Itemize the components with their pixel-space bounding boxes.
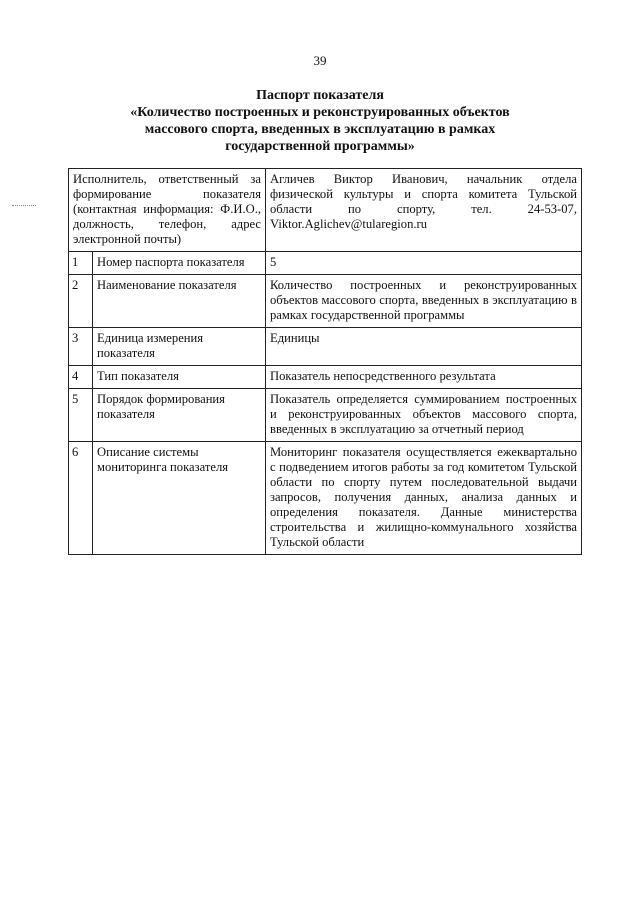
page-number: 39 — [313, 53, 327, 68]
row-number: 4 — [69, 366, 93, 389]
row-value: Показатель определяется суммированием построенных и реконструированных объектов массового спорта, введенных в эксплуатацию за отчетный период — [266, 389, 582, 442]
row-name: Тип показателя — [93, 366, 266, 389]
table-row — [69, 275, 582, 328]
row-name: Описание системы мониторинга показателя — [93, 442, 266, 555]
table-row — [69, 389, 582, 442]
table-row — [69, 366, 582, 389]
indicator-passport-table — [68, 168, 582, 555]
row-name: Порядок формирования показателя — [93, 389, 266, 442]
title-line-3: массового спорта, введенных в эксплуатацию в рамках — [144, 122, 496, 137]
row-name: Единица измерения показателя — [93, 328, 266, 366]
document-title — [90, 87, 550, 155]
row-number: 2 — [69, 275, 93, 328]
margin-mark — [12, 205, 36, 207]
row-name: Наименование показателя — [93, 275, 266, 328]
row-value: Количество построенных и реконструированных объектов массового спорта, введенных в эксплуатацию в рамках государственной программы — [266, 275, 582, 328]
responsible-value: Агличев Виктор Иванович, начальник отдела физической культуры и спорта комитета Тульской области по спорту, тел. 24-53-07, Viktor.Aglichev@tularegion.ru — [266, 169, 582, 252]
title-line-2: «Количество построенных и реконструированных объектов — [130, 105, 510, 120]
title-line-1: Паспорт показателя — [256, 88, 384, 103]
table-row — [69, 442, 582, 555]
responsible-label: Исполнитель, ответственный за формирование показателя (контактная информация: Ф.И.О., должность, телефон, адрес электронной почты) — [69, 169, 266, 252]
row-name: Номер паспорта показателя — [93, 252, 266, 275]
row-number: 5 — [69, 389, 93, 442]
row-number: 3 — [69, 328, 93, 366]
title-line-4: государственной программы» — [225, 139, 415, 154]
row-number: 1 — [69, 252, 93, 275]
row-value: Показатель непосредственного результата — [266, 366, 582, 389]
table-row — [69, 252, 582, 275]
row-value: Единицы — [266, 328, 582, 366]
row-value: Мониторинг показателя осуществляется ежеквартально с подведением итогов работы за год комитетом Тульской области по спорту путем последовательной выдачи запросов, получения данных, анализа данных и определения показателя. Данные министерства строительства и жилищно-коммунального хозяйства Тульской области — [266, 442, 582, 555]
row-value: 5 — [266, 252, 582, 275]
table-row-responsible — [69, 169, 582, 252]
table-row — [69, 328, 582, 366]
row-number: 6 — [69, 442, 93, 555]
